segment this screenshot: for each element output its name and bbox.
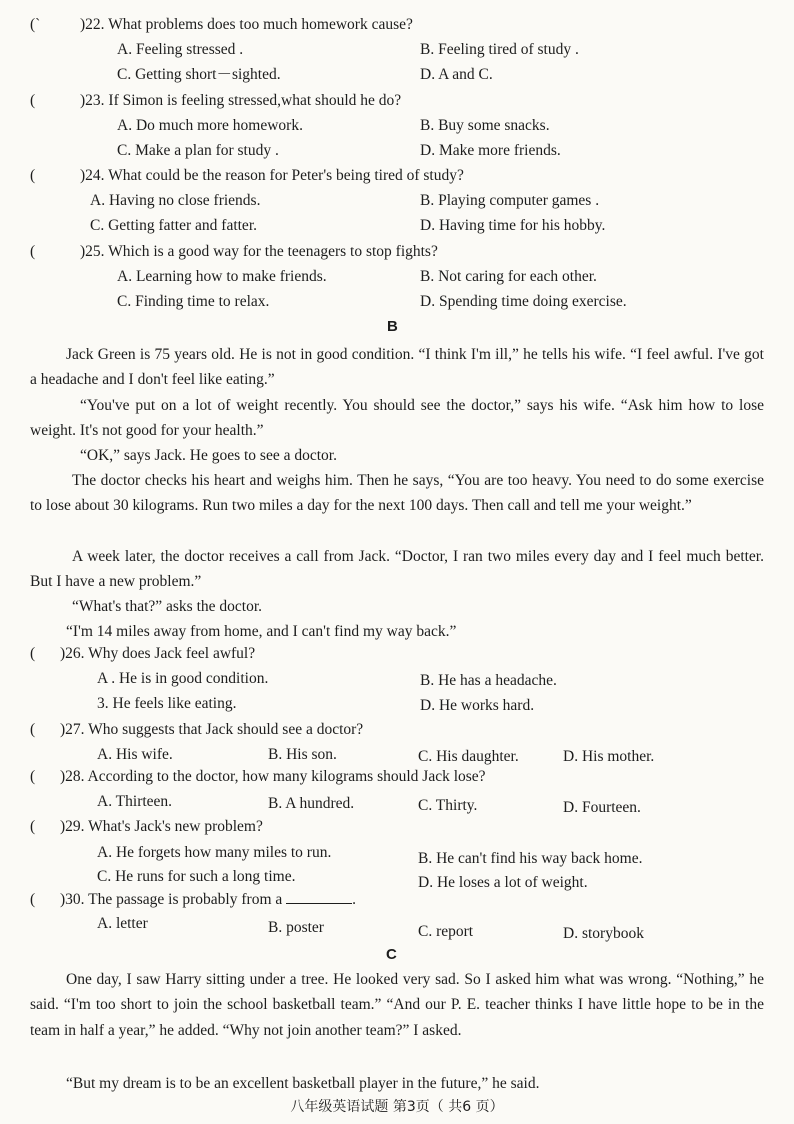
answer-paren: (: [30, 768, 36, 785]
question-30-text: )30. The passage is probably from a: [60, 891, 283, 908]
passage-b-paragraph: The doctor checks his heart and weighs him. Then he says, “You are too heavy. You need to do some exercise to lose about 30 kilograms. Run two miles a day for the next 100 days. Then call and tell me your weight.”: [30, 472, 764, 515]
q25-option-b: B. Not caring for each other.: [420, 268, 597, 285]
question-29: )29. What's Jack's new problem?: [60, 818, 263, 835]
q26-option-a: A . He is in good condition.: [97, 670, 269, 687]
q27-option-a: A. His wife.: [97, 746, 173, 763]
q25-option-a: A. Learning how to make friends.: [117, 268, 327, 285]
q24-option-c: C. Getting fatter and fatter.: [90, 217, 257, 234]
question-30: [60, 889, 356, 911]
passage-b-paragraph: “You've put on a lot of weight recently. You should see the doctor,” says his wife. “Ask him how to lose weight. It's not good for your health.”: [30, 397, 764, 440]
answer-paren: (: [30, 818, 36, 835]
answer-paren: (: [30, 92, 36, 109]
question-28: )28. According to the doctor, how many kilograms should Jack lose?: [60, 768, 486, 785]
q28-option-c: C. Thirty.: [418, 797, 478, 814]
q23-option-d: D. Make more friends.: [420, 142, 561, 159]
page-footer: 八年级英语试题 第3页（ 共6 页）: [290, 1099, 504, 1115]
q26-option-b: B. He has a headache.: [420, 672, 557, 689]
q22-option-d: D. A and C.: [420, 66, 493, 83]
passage-b-paragraph: A week later, the doctor receives a call from Jack. “Doctor, I ran two miles every day and I feel much better. But I have a new problem.”: [30, 548, 764, 591]
q24-option-d: D. Having time for his hobby.: [420, 217, 606, 234]
passage-c-paragraph: One day, I saw Harry sitting under a tree. He looked very sad. So I asked him what was wrong. “Nothing,” he said. “I'm too short to join the school basketball team.” “And our P. E. teacher thinks I have little hope to be in the team in half a year,” he added. “Why not join another team?” I asked.: [30, 971, 764, 1039]
q26-option-d: D. He works hard.: [420, 697, 535, 714]
q24-option-a: A. Having no close friends.: [90, 192, 261, 209]
question-22: )22. What problems does too much homework cause?: [80, 16, 413, 33]
q27-option-d: D. His mother.: [563, 748, 655, 765]
q23-option-a: A. Do much more homework.: [117, 117, 303, 134]
q25-option-c: C. Finding time to relax.: [117, 293, 270, 310]
q29-option-b: B. He can't find his way back home.: [418, 850, 643, 867]
q22-option-c: C. Getting short－sighted.: [117, 66, 281, 83]
question-25: )25. Which is a good way for the teenagers to stop fights?: [80, 243, 438, 260]
q24-option-b: B. Playing computer games .: [420, 192, 600, 209]
q22-option-b: B. Feeling tired of study .: [420, 41, 579, 58]
answer-paren: (: [30, 891, 36, 908]
q29-option-d: D. He loses a lot of weight.: [418, 874, 588, 891]
q30-option-a: A. letter: [97, 915, 148, 932]
answer-paren: (: [30, 167, 36, 184]
question-30-end: .: [352, 891, 357, 908]
q28-option-a: A. Thirteen.: [97, 793, 173, 810]
q23-option-c: C. Make a plan for study .: [117, 142, 279, 159]
answer-paren: (: [30, 721, 36, 738]
q27-option-b: B. His son.: [268, 746, 337, 763]
answer-paren: (`: [30, 16, 41, 33]
passage-b-paragraph: Jack Green is 75 years old. He is not in good condition. “I think I'm ill,” he tells his wife. “I feel awful. I've got a headache and I don't feel like eating.”: [30, 346, 764, 389]
section-c-label: C: [386, 946, 397, 963]
q29-option-c: C. He runs for such a long time.: [97, 868, 296, 885]
answer-paren: (: [30, 645, 36, 662]
q22-option-a: A. Feeling stressed .: [117, 41, 244, 58]
q29-option-a: A. He forgets how many miles to run.: [97, 844, 332, 861]
question-24: )24. What could be the reason for Peter's being tired of study?: [80, 167, 464, 184]
passage-b-paragraph: “OK,” says Jack. He goes to see a doctor.: [80, 447, 337, 464]
q25-option-d: D. Spending time doing exercise.: [420, 293, 627, 310]
q30-option-b: B. poster: [268, 919, 324, 936]
question-27: )27. Who suggests that Jack should see a doctor?: [60, 721, 364, 738]
section-b-label: B: [387, 318, 398, 335]
q30-option-d: D. storybook: [563, 925, 644, 942]
passage-b-paragraph: “I'm 14 miles away from home, and I can't find my way back.”: [66, 623, 457, 640]
answer-blank: [286, 889, 352, 904]
q30-option-c: C. report: [418, 923, 474, 940]
answer-paren: (: [30, 243, 36, 260]
q26-option-c: 3. He feels like eating.: [97, 695, 237, 712]
q28-option-b: B. A hundred.: [268, 795, 355, 812]
question-26: )26. Why does Jack feel awful?: [60, 645, 256, 662]
q28-option-d: D. Fourteen.: [563, 799, 641, 816]
question-23: )23. If Simon is feeling stressed,what should he do?: [80, 92, 402, 109]
passage-c-paragraph: “But my dream is to be an excellent basketball player in the future,” he said.: [66, 1075, 540, 1092]
q23-option-b: B. Buy some snacks.: [420, 117, 550, 134]
q27-option-c: C. His daughter.: [418, 748, 519, 765]
passage-b-paragraph: “What's that?” asks the doctor.: [72, 598, 263, 615]
